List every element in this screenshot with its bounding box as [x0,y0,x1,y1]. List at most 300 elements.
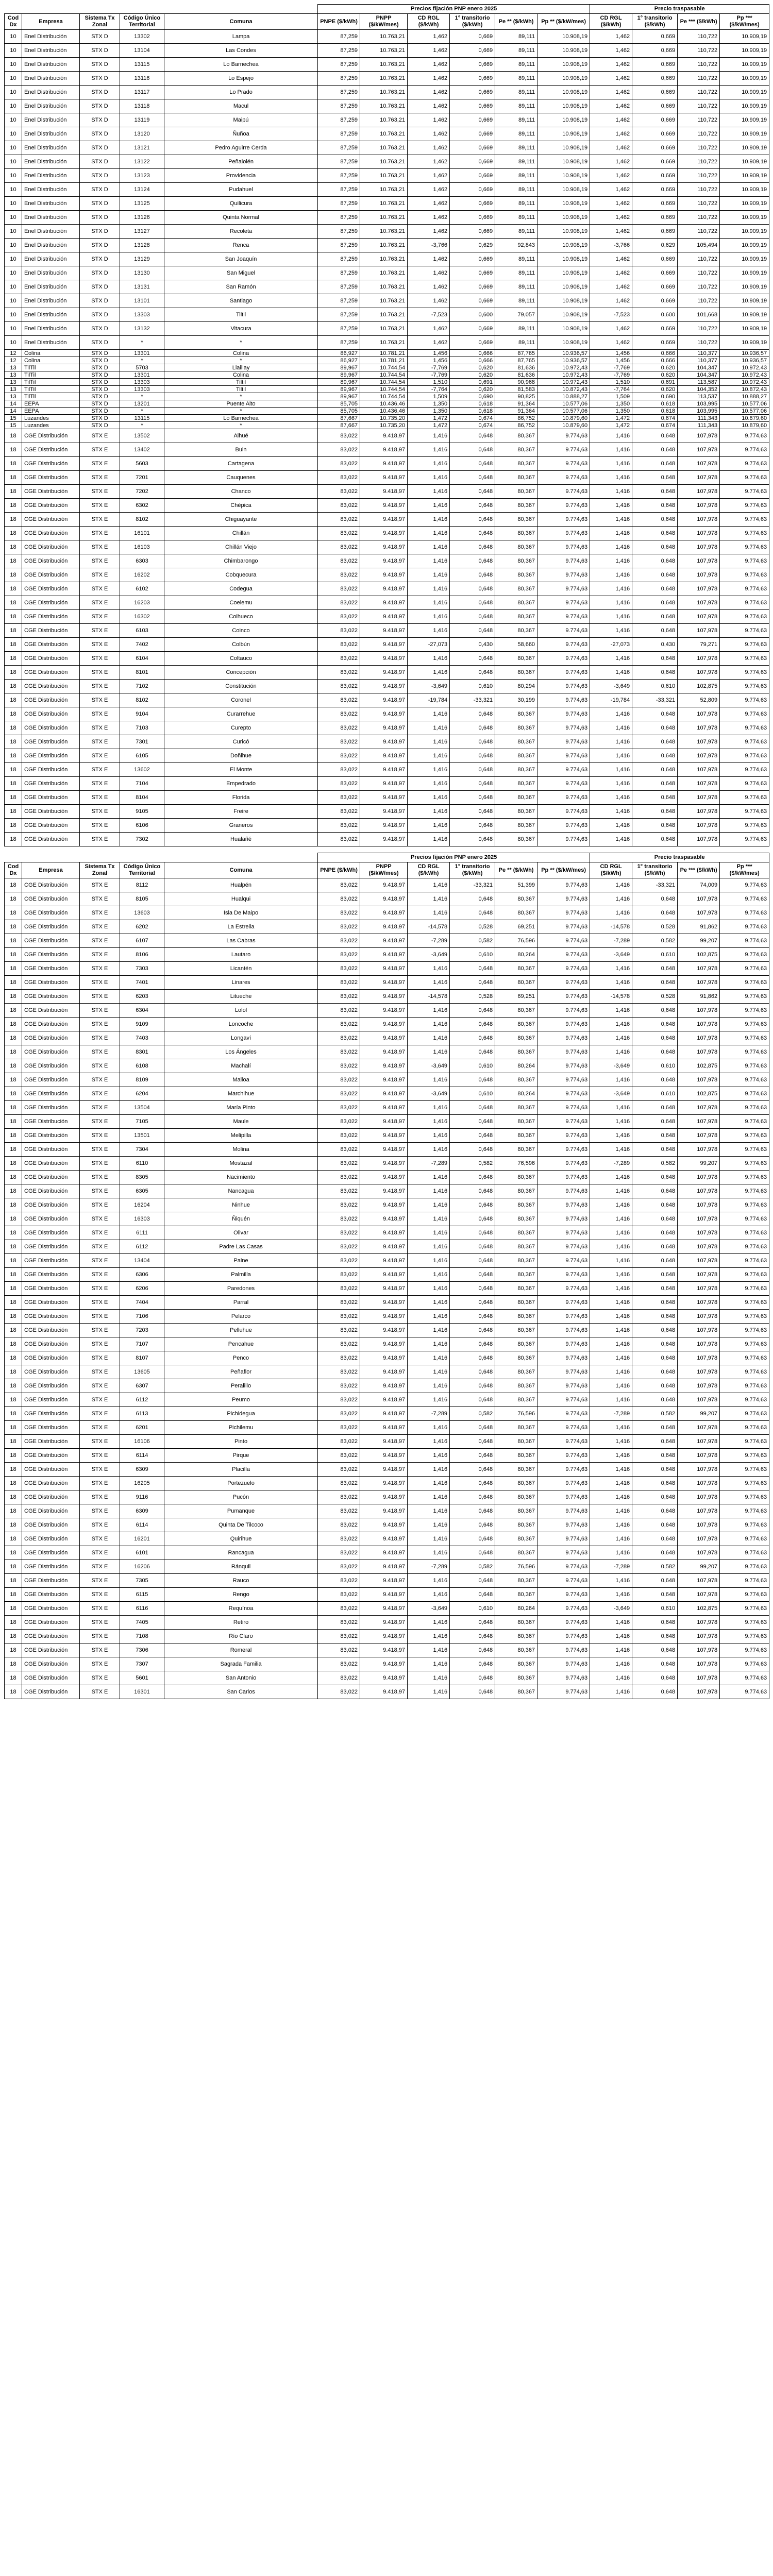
cell-sistema-tx-zonal: STX D [80,294,120,308]
cell-cd-rgl: 1,416 [408,1282,450,1296]
cell-pp: 9.774,63 [537,471,590,485]
cell-pe: 80,367 [495,485,537,499]
cell-codigo-unico-territorial: 6111 [120,1226,164,1240]
cell-empresa: CGE Distribución [22,1073,80,1087]
cell-primer-transitorio-traspasable: 0,648 [632,1018,678,1031]
cell-primer-transitorio-traspasable: 0,648 [632,892,678,906]
cell-pe-traspasable: 107,978 [678,1310,720,1324]
cell-pnpe: 83,022 [318,1630,360,1643]
cell-pp-traspasable: 10.909,19 [720,197,769,211]
cell-codigo-unico-territorial: 13128 [120,239,164,252]
cell-cd-rgl: 1,462 [408,99,450,113]
cell-primer-transitorio-traspasable: 0,648 [632,1671,678,1685]
cell-pp: 9.774,63 [537,1171,590,1184]
cell-pe-traspasable: 107,978 [678,1449,720,1463]
cell-pe: 80,367 [495,1031,537,1045]
cell-codigo-unico-territorial: 6101 [120,1546,164,1560]
cell-pe-traspasable: 107,978 [678,892,720,906]
cell-pe-traspasable: 107,978 [678,1588,720,1602]
cell-empresa: Enel Distribución [22,169,80,183]
cell-pe: 80,367 [495,443,537,457]
cell-cd-rgl-traspasable: 1,416 [590,1171,632,1184]
column-header-cd-rgl-traspasable: CD RGL ($/kWh) [590,862,632,878]
cell-primer-transitorio: 0,648 [450,1018,495,1031]
table-row [5,141,769,155]
cell-cd-rgl: 1,416 [408,540,450,554]
cell-sistema-tx-zonal: STX E [80,1532,120,1546]
cell-pe-traspasable: 111,343 [678,422,720,429]
cell-primer-transitorio-traspasable: 0,648 [632,976,678,990]
cell-pp: 9.774,63 [537,1532,590,1546]
cell-cod-dx: 18 [5,1184,22,1198]
table-row [5,415,769,422]
cell-pe: 91,364 [495,400,537,408]
cell-pe-traspasable: 107,978 [678,1365,720,1379]
cell-pnpe: 83,022 [318,457,360,471]
cell-comuna: Portezuelo [164,1477,318,1490]
cell-codigo-unico-territorial: 7403 [120,1031,164,1045]
cell-pe-traspasable: 99,207 [678,1157,720,1171]
cell-empresa: CGE Distribución [22,1004,80,1018]
table-row [5,1532,769,1546]
cell-pp: 10.908,19 [537,280,590,294]
cell-pp-traspasable: 9.774,63 [720,1351,769,1365]
cell-pe-traspasable: 107,978 [678,962,720,976]
cell-comuna: * [164,393,318,400]
table-row [5,350,769,357]
cell-cd-rgl: 1,416 [408,735,450,749]
cell-cd-rgl: 1,416 [408,892,450,906]
cell-empresa: CGE Distribución [22,1588,80,1602]
cell-empresa: TilTil [22,393,80,400]
cell-sistema-tx-zonal: STX E [80,892,120,906]
cell-pe: 80,367 [495,1490,537,1504]
cell-primer-transitorio: 0,610 [450,1602,495,1616]
cell-pe-traspasable: 110,722 [678,266,720,280]
cell-codigo-unico-territorial: 7108 [120,1630,164,1643]
cell-cd-rgl-traspasable: 1,462 [590,294,632,308]
cell-empresa: Enel Distribución [22,58,80,72]
cell-pe-traspasable: 107,978 [678,610,720,624]
cell-empresa: CGE Distribución [22,693,80,707]
cell-empresa: CGE Distribución [22,749,80,763]
cell-codigo-unico-territorial: 6106 [120,819,164,833]
cell-pp-traspasable: 10.577,06 [720,408,769,415]
cell-cd-rgl: 1,416 [408,1574,450,1588]
cell-cd-rgl: 1,510 [408,379,450,386]
cell-cod-dx: 18 [5,777,22,791]
cell-empresa: Colina [22,350,80,357]
cell-pp-traspasable: 10.872,43 [720,386,769,393]
cell-pnpp: 9.418,97 [360,878,408,892]
cell-pp: 9.774,63 [537,1337,590,1351]
cell-pe: 89,111 [495,322,537,336]
cell-cod-dx: 18 [5,596,22,610]
cell-pnpp: 9.418,97 [360,1073,408,1087]
cell-pe: 87,765 [495,357,537,364]
cell-sistema-tx-zonal: STX E [80,976,120,990]
cell-pp-traspasable: 9.774,63 [720,1337,769,1351]
table-row [5,183,769,197]
cell-pnpe: 87,259 [318,44,360,58]
cell-pnpe: 83,022 [318,1212,360,1226]
cell-pp-traspasable: 9.774,63 [720,1087,769,1101]
group-header-pnp: Precios fijación PNP enero 2025 [318,5,590,14]
cell-primer-transitorio: 0,691 [450,379,495,386]
cell-primer-transitorio-traspasable: 0,648 [632,819,678,833]
cell-pnpp: 10.763,21 [360,197,408,211]
cell-primer-transitorio: 0,648 [450,1477,495,1490]
cell-comuna: Peumo [164,1393,318,1407]
cell-pp-traspasable: 9.774,63 [720,1532,769,1546]
cell-codigo-unico-territorial: 13115 [120,415,164,422]
cell-primer-transitorio: 0,669 [450,197,495,211]
cell-cd-rgl: 1,416 [408,976,450,990]
cell-pnpp: 9.418,97 [360,1018,408,1031]
cell-empresa: Enel Distribución [22,266,80,280]
cell-codigo-unico-territorial: 7104 [120,777,164,791]
cell-comuna: Hualañé [164,833,318,846]
cell-cd-rgl-traspasable: 1,416 [590,1324,632,1337]
cell-cd-rgl: 1,416 [408,1073,450,1087]
cell-cd-rgl-traspasable: 1,462 [590,127,632,141]
cell-pp-traspasable: 9.774,63 [720,721,769,735]
cell-pe-traspasable: 107,978 [678,457,720,471]
cell-empresa: EEPA [22,408,80,415]
cell-pp: 9.774,63 [537,1602,590,1616]
cell-empresa: Enel Distribución [22,183,80,197]
cell-pp-traspasable: 9.774,63 [720,1031,769,1045]
cell-cd-rgl-traspasable: 1,509 [590,393,632,400]
cell-cod-dx: 18 [5,1073,22,1087]
table-row [5,707,769,721]
cell-pnpp: 9.418,97 [360,1254,408,1268]
cell-codigo-unico-territorial: 6307 [120,1379,164,1393]
cell-pe-traspasable: 107,978 [678,1421,720,1435]
cell-pp: 9.774,63 [537,1018,590,1031]
cell-sistema-tx-zonal: STX D [80,393,120,400]
cell-pe: 89,111 [495,58,537,72]
cell-primer-transitorio: 0,600 [450,308,495,322]
cell-pnpe: 83,022 [318,1115,360,1129]
cell-cod-dx: 18 [5,906,22,920]
cell-pp: 9.774,63 [537,1407,590,1421]
cell-primer-transitorio: 0,648 [450,1379,495,1393]
cell-pp: 9.774,63 [537,652,590,666]
cell-primer-transitorio-traspasable: 0,648 [632,707,678,721]
cell-cd-rgl-traspasable: 1,416 [590,1129,632,1143]
cell-pp-traspasable: 9.774,63 [720,1296,769,1310]
cell-empresa: CGE Distribución [22,707,80,721]
cell-cod-dx: 10 [5,239,22,252]
cell-empresa: CGE Distribución [22,878,80,892]
cell-pnpe: 87,259 [318,127,360,141]
cell-empresa: CGE Distribución [22,948,80,962]
cell-pnpp: 9.418,97 [360,1282,408,1296]
cell-pp: 9.774,63 [537,693,590,707]
cell-cod-dx: 10 [5,127,22,141]
table-row [5,693,769,707]
cell-comuna: * [164,357,318,364]
cell-cd-rgl: -7,289 [408,934,450,948]
cell-pe: 30,199 [495,693,537,707]
cell-cd-rgl-traspasable: 1,416 [590,892,632,906]
cell-comuna: Curepto [164,721,318,735]
cell-cd-rgl: 1,416 [408,499,450,513]
cell-empresa: CGE Distribución [22,1324,80,1337]
cell-sistema-tx-zonal: STX D [80,280,120,294]
cell-primer-transitorio-traspasable: 0,648 [632,429,678,443]
cell-cd-rgl-traspasable: 1,462 [590,252,632,266]
cell-codigo-unico-territorial: 6114 [120,1518,164,1532]
cell-pnpe: 83,022 [318,568,360,582]
cell-codigo-unico-territorial: 13116 [120,72,164,86]
cell-pe-traspasable: 107,978 [678,1337,720,1351]
cell-primer-transitorio-traspasable: 0,648 [632,1574,678,1588]
cell-pe-traspasable: 107,978 [678,1657,720,1671]
cell-cod-dx: 18 [5,624,22,638]
cell-sistema-tx-zonal: STX E [80,1490,120,1504]
cell-empresa: CGE Distribución [22,1518,80,1532]
cell-pnpp: 10.763,21 [360,58,408,72]
cell-comuna: Maipú [164,113,318,127]
cell-primer-transitorio-traspasable: 0,669 [632,72,678,86]
cell-codigo-unico-territorial: 7404 [120,1296,164,1310]
table-row [5,554,769,568]
cell-pnpe: 83,022 [318,1337,360,1351]
cell-cd-rgl-traspasable: 1,416 [590,457,632,471]
cell-pe-traspasable: 107,978 [678,1073,720,1087]
table-row [5,652,769,666]
cell-primer-transitorio-traspasable: 0,648 [632,499,678,513]
cell-cd-rgl-traspasable: -7,764 [590,386,632,393]
cell-cd-rgl: 1,416 [408,443,450,457]
cell-empresa: CGE Distribución [22,1393,80,1407]
cell-cd-rgl: 1,472 [408,422,450,429]
cell-pnpp: 9.418,97 [360,1602,408,1616]
cell-pe-traspasable: 107,978 [678,1004,720,1018]
cell-pnpp: 9.418,97 [360,1268,408,1282]
cell-pe-traspasable: 107,978 [678,1018,720,1031]
cell-codigo-unico-territorial: 13101 [120,294,164,308]
cell-pnpe: 83,022 [318,1490,360,1504]
cell-empresa: EEPA [22,400,80,408]
cell-pp: 9.774,63 [537,721,590,735]
cell-cod-dx: 18 [5,652,22,666]
cell-codigo-unico-territorial: 13124 [120,183,164,197]
cell-pnpe: 83,022 [318,1073,360,1087]
cell-comuna: Molina [164,1143,318,1157]
cell-primer-transitorio-traspasable: 0,648 [632,1421,678,1435]
cell-codigo-unico-territorial: * [120,408,164,415]
cell-primer-transitorio-traspasable: 0,648 [632,735,678,749]
cell-pnpp: 9.418,97 [360,1657,408,1671]
cell-primer-transitorio: 0,648 [450,513,495,527]
cell-cd-rgl: 1,416 [408,707,450,721]
cell-primer-transitorio-traspasable: 0,610 [632,948,678,962]
cell-pnpe: 83,022 [318,805,360,819]
cell-empresa: CGE Distribución [22,485,80,499]
cell-pp-traspasable: 9.774,63 [720,513,769,527]
cell-pnpe: 83,022 [318,1143,360,1157]
cell-cd-rgl: 1,416 [408,1129,450,1143]
cell-codigo-unico-territorial: 9116 [120,1490,164,1504]
cell-comuna: Vitacura [164,322,318,336]
cell-pp: 9.774,63 [537,1657,590,1671]
cell-cd-rgl-traspasable: 1,416 [590,777,632,791]
cell-pp-traspasable: 10.577,06 [720,400,769,408]
cell-primer-transitorio-traspasable: 0,648 [632,1240,678,1254]
cell-sistema-tx-zonal: STX E [80,1379,120,1393]
cell-pe: 80,367 [495,833,537,846]
cell-cod-dx: 18 [5,1602,22,1616]
cell-pp: 10.908,19 [537,294,590,308]
cell-pp-traspasable: 9.774,63 [720,1171,769,1184]
cell-sistema-tx-zonal: STX D [80,99,120,113]
cell-codigo-unico-territorial: * [120,393,164,400]
cell-pnpp: 9.418,97 [360,1365,408,1379]
cell-empresa: CGE Distribución [22,1407,80,1421]
column-header-sistema-tx-zonal: Sistema Tx Zonal [80,14,120,30]
cell-empresa: CGE Distribución [22,652,80,666]
cell-codigo-unico-territorial: 13120 [120,127,164,141]
cell-pp-traspasable: 9.774,63 [720,1393,769,1407]
cell-pp: 9.774,63 [537,805,590,819]
cell-sistema-tx-zonal: STX E [80,1018,120,1031]
cell-pp-traspasable: 10.909,19 [720,211,769,225]
cell-pp-traspasable: 9.774,63 [720,666,769,680]
cell-cd-rgl-traspasable: 1,416 [590,471,632,485]
cell-pnpe: 83,022 [318,1226,360,1240]
cell-pe: 80,367 [495,624,537,638]
cell-cod-dx: 10 [5,183,22,197]
cell-cd-rgl-traspasable: 1,416 [590,1143,632,1157]
cell-empresa: CGE Distribución [22,1532,80,1546]
cell-primer-transitorio-traspasable: 0,648 [632,805,678,819]
cell-comuna: Peñaflor [164,1365,318,1379]
cell-codigo-unico-territorial: 6305 [120,1184,164,1198]
cell-primer-transitorio: 0,648 [450,749,495,763]
group-header-pnp: Precios fijación PNP enero 2025 [318,853,590,862]
cell-pnpp: 9.418,97 [360,763,408,777]
cell-primer-transitorio: 0,648 [450,554,495,568]
column-header-comuna: Comuna [164,862,318,878]
column-header-pe: Pe ** ($/kWh) [495,862,537,878]
cell-comuna: Pedro Aguirre Cerda [164,141,318,155]
cell-pe-traspasable: 107,978 [678,1296,720,1310]
cell-primer-transitorio-traspasable: 0,669 [632,141,678,155]
cell-sistema-tx-zonal: STX E [80,1351,120,1365]
cell-pe: 80,367 [495,1546,537,1560]
cell-primer-transitorio: 0,666 [450,350,495,357]
cell-cd-rgl-traspasable: 1,416 [590,652,632,666]
cell-pnpp: 10.744,54 [360,371,408,379]
cell-pnpp: 9.418,97 [360,1212,408,1226]
cell-pe-traspasable: 107,978 [678,707,720,721]
cell-primer-transitorio: 0,648 [450,805,495,819]
cell-comuna: Curicó [164,735,318,749]
cell-pnpp: 9.418,97 [360,1435,408,1449]
cell-codigo-unico-territorial: 6115 [120,1588,164,1602]
cell-empresa: Enel Distribución [22,86,80,99]
cell-primer-transitorio: 0,648 [450,1337,495,1351]
cell-pe: 80,367 [495,1073,537,1087]
cell-pnpp: 9.418,97 [360,962,408,976]
column-header-empresa: Empresa [22,14,80,30]
cell-cd-rgl-traspasable: 1,416 [590,1004,632,1018]
cell-primer-transitorio: 0,648 [450,1268,495,1282]
cell-codigo-unico-territorial: 13117 [120,86,164,99]
cell-cd-rgl: 1,416 [408,568,450,582]
cell-pe-traspasable: 74,009 [678,878,720,892]
cell-pp-traspasable: 10.909,19 [720,252,769,266]
cell-pnpe: 83,022 [318,721,360,735]
cell-pp: 9.774,63 [537,1490,590,1504]
cell-pnpp: 10.763,21 [360,225,408,239]
cell-pp: 9.774,63 [537,1143,590,1157]
cell-pp: 9.774,63 [537,1073,590,1087]
cell-cd-rgl: 1,456 [408,350,450,357]
cell-empresa: CGE Distribución [22,457,80,471]
cell-pe: 89,111 [495,280,537,294]
cell-pe: 80,367 [495,1018,537,1031]
cell-pnpp: 10.735,20 [360,415,408,422]
cell-pe-traspasable: 104,352 [678,386,720,393]
cell-pe-traspasable: 110,722 [678,183,720,197]
cell-pp-traspasable: 9.774,63 [720,763,769,777]
cell-cod-dx: 18 [5,1393,22,1407]
cell-comuna: Coltauco [164,652,318,666]
cell-cod-dx: 18 [5,1198,22,1212]
table-row [5,1171,769,1184]
cell-codigo-unico-territorial: 13404 [120,1254,164,1268]
cell-pe: 80,367 [495,1184,537,1198]
cell-pnpp: 9.418,97 [360,749,408,763]
cell-primer-transitorio-traspasable: 0,648 [632,1254,678,1268]
cell-sistema-tx-zonal: STX E [80,1407,120,1421]
cell-pp-traspasable: 9.774,63 [720,540,769,554]
cell-pp-traspasable: 10.909,19 [720,322,769,336]
column-header-codigo-unico-territorial: Código Único Territorial [120,14,164,30]
cell-pnpe: 89,967 [318,364,360,371]
cell-pe: 89,111 [495,294,537,308]
cell-pp: 9.774,63 [537,735,590,749]
cell-empresa: CGE Distribución [22,1602,80,1616]
cell-comuna: Ránquil [164,1560,318,1574]
cell-pnpp: 9.418,97 [360,1379,408,1393]
table-row [5,1616,769,1630]
cell-pe-traspasable: 107,978 [678,1490,720,1504]
cell-pe: 80,367 [495,652,537,666]
cell-sistema-tx-zonal: STX E [80,1435,120,1449]
cell-cd-rgl-traspasable: 1,462 [590,322,632,336]
cell-cd-rgl: 1,416 [408,878,450,892]
cell-pe: 89,111 [495,86,537,99]
cell-primer-transitorio-traspasable: 0,648 [632,1365,678,1379]
cell-cd-rgl-traspasable: 1,416 [590,1657,632,1671]
table-row [5,1546,769,1560]
cell-sistema-tx-zonal: STX D [80,266,120,280]
cell-pp-traspasable: 9.774,63 [720,1421,769,1435]
cell-empresa: Luzandes [22,422,80,429]
cell-pp-traspasable: 10.909,19 [720,239,769,252]
cell-comuna: Requínoa [164,1602,318,1616]
cell-pp: 9.774,63 [537,1198,590,1212]
cell-pnpe: 87,667 [318,422,360,429]
cell-comuna: Melipilla [164,1129,318,1143]
cell-cd-rgl: -7,769 [408,371,450,379]
cell-pe: 89,111 [495,266,537,280]
